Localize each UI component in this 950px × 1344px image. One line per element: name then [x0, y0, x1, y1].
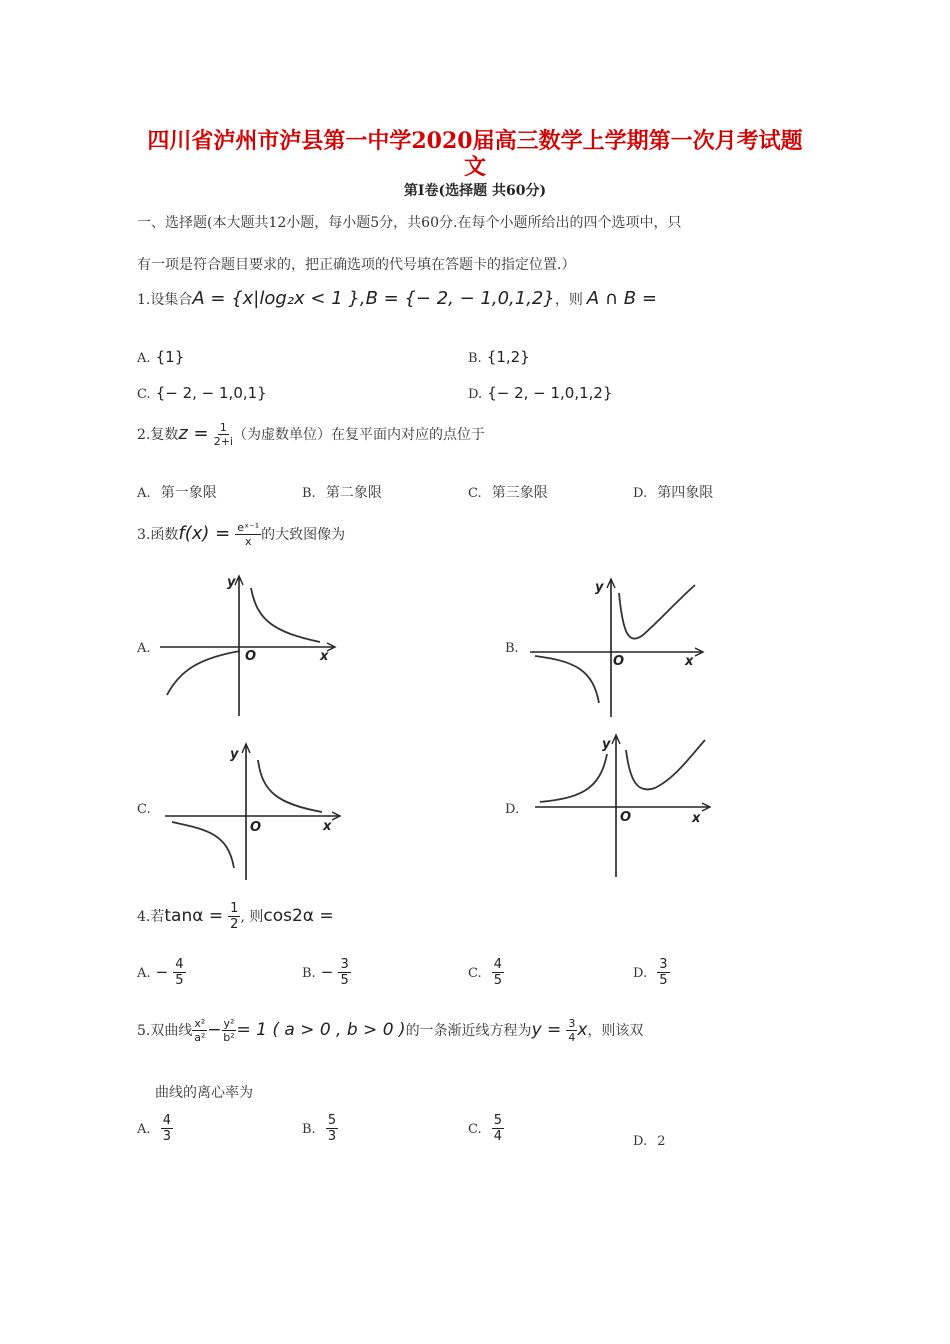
graph-a [155, 570, 345, 720]
q2-option-a [137, 482, 217, 502]
fraction-numerator: 5 [327, 1113, 337, 1128]
q1-set-b: B = {− 2, − 1,0,1,2} [365, 288, 555, 309]
option-value: {1} [155, 348, 185, 366]
q5-option-c [468, 1114, 504, 1143]
origin-label: O [620, 810, 632, 825]
option-label: B. [302, 966, 316, 981]
q5-option-d [633, 1130, 666, 1149]
x-axis-label: x [685, 654, 694, 669]
q3-fraction [235, 522, 261, 547]
option-fraction [492, 958, 504, 987]
q2-suffix: （为虚数单位）在复平面内对应的点位于 [233, 427, 485, 443]
option-fraction [338, 958, 350, 987]
q2-option-b [302, 482, 382, 502]
option-label: A. [137, 966, 151, 981]
question-4 [137, 902, 334, 931]
option-label: D. [633, 486, 648, 501]
fraction-denominator: 2 [230, 917, 239, 932]
fraction-numerator: 1 [219, 421, 227, 434]
q4-expr: cos2α = [263, 906, 334, 926]
fraction-denominator: x [244, 535, 252, 548]
q3-lhs: f(x) = [178, 523, 231, 544]
section-heading: 第Ⅰ卷(选择题 共60分) [403, 183, 547, 199]
graph-d-label: D. [505, 802, 520, 817]
graph-a-label: A. [137, 641, 151, 656]
option-sign: − [155, 963, 169, 981]
option-label: A. [137, 486, 151, 501]
q1-comma: , [359, 288, 366, 309]
option-value: 第二象限 [325, 485, 382, 501]
option-fraction [326, 1114, 338, 1143]
y-axis-label: y [230, 747, 239, 762]
fraction-denominator: 2+i [213, 435, 233, 448]
instructions-line2: 有一项是符合题目要求的，把正确选项的代号填在答题卡的指定位置.） [137, 257, 576, 273]
fraction-denominator: 4 [493, 1129, 503, 1144]
x-axis-label: x [320, 649, 329, 664]
q4-fraction [228, 902, 240, 931]
fraction-numerator: 3 [568, 1017, 576, 1030]
q5-prefix: 5.双曲线 [137, 1023, 193, 1039]
origin-label: O [245, 649, 257, 664]
fraction-denominator: 3 [327, 1129, 337, 1144]
q2-option-c [468, 482, 548, 502]
option-label: A. [137, 1122, 151, 1137]
fraction-denominator: a² [194, 1031, 206, 1044]
option-label: C. [137, 387, 151, 402]
graph-c-label: C. [137, 802, 151, 817]
option-label: C. [468, 486, 482, 501]
curve-left-branch [540, 754, 607, 802]
graph-c [160, 740, 350, 885]
q2-lhs: z = [178, 423, 209, 444]
option-fraction [492, 1114, 504, 1143]
q5-minus: − [207, 1020, 222, 1040]
curve-right-branch [619, 585, 695, 639]
option-fraction [173, 958, 185, 987]
option-label: D. [468, 387, 483, 402]
fraction-numerator: 3 [659, 957, 668, 972]
q4-option-a [137, 958, 186, 987]
y-axis-label: y [602, 737, 611, 752]
option-label: D. [633, 1134, 648, 1149]
q1-expr: A ∩ B = [586, 288, 657, 309]
curve-left-branch [167, 651, 240, 695]
q4-option-b [302, 958, 351, 987]
q5-asym-x: x [577, 1020, 588, 1040]
question-1 [137, 288, 657, 309]
question-3 [137, 522, 345, 547]
origin-label: O [613, 654, 625, 669]
fraction-denominator: 5 [659, 973, 668, 988]
graph-b-label: B. [505, 641, 519, 656]
origin-label: O [250, 820, 262, 835]
option-label: A. [137, 351, 151, 366]
option-label: B. [468, 351, 482, 366]
option-label: B. [302, 1122, 316, 1137]
option-value: {1,2} [486, 348, 530, 366]
fraction-numerator: eˣ⁻¹ [237, 521, 260, 534]
q2-fraction [214, 422, 233, 447]
option-label: B. [302, 486, 316, 501]
fraction-numerator: 1 [230, 901, 239, 916]
fraction-numerator: 4 [493, 957, 503, 972]
fraction-numerator: 5 [493, 1113, 503, 1128]
q3-suffix: 的大致图像为 [261, 527, 346, 543]
q4-option-c [468, 958, 504, 987]
q5-asym-lhs: y = [531, 1020, 562, 1040]
question-2 [137, 422, 485, 447]
question-5 [137, 1018, 643, 1043]
x-axis-label: x [323, 819, 332, 834]
option-value: {− 2, − 1,0,1} [155, 384, 267, 402]
graph-b [525, 575, 715, 720]
q5-fraction-x [192, 1018, 207, 1043]
curve-right-branch [258, 760, 322, 812]
fraction-numerator: y² [223, 1017, 235, 1030]
q1-option-b [468, 347, 530, 366]
x-axis-label: x [692, 811, 701, 826]
q4-option-d [633, 958, 670, 987]
fraction-numerator: 3 [340, 957, 349, 972]
fraction-denominator: 5 [340, 973, 349, 988]
q4-then: , 则 [240, 909, 264, 925]
option-fraction [657, 958, 669, 987]
curve-left-branch [172, 822, 234, 868]
option-value: 第一象限 [160, 485, 217, 501]
curve-right-branch [626, 740, 705, 789]
q3-prefix: 3.函数 [137, 527, 179, 543]
q2-prefix: 2.复数 [137, 427, 179, 443]
q1-prefix: 1.设集合 [137, 292, 193, 308]
q1-option-a [137, 347, 184, 366]
page-title: 四川省泸州市泸县第一中学2020届高三数学上学期第一次月考试题 [147, 128, 803, 154]
q1-set-a: A = {x|log₂x < 1 } [192, 288, 360, 309]
fraction-denominator: 5 [175, 973, 184, 988]
option-label: D. [633, 966, 648, 981]
option-value: 2 [657, 1134, 666, 1149]
q5-option-b [302, 1114, 338, 1143]
q2-option-d [633, 482, 713, 502]
fraction-numerator: 4 [162, 1113, 171, 1128]
fraction-denominator: 4 [568, 1031, 576, 1044]
graph-d [530, 732, 720, 880]
fraction-denominator: 3 [162, 1129, 171, 1144]
y-axis-label: y [227, 575, 236, 590]
q5-fraction-y [222, 1018, 237, 1043]
q5-asym-fraction [566, 1018, 577, 1043]
q5-mid: 的一条渐近线方程为 [405, 1023, 532, 1039]
q5-option-a [137, 1114, 173, 1143]
fraction-numerator: x² [194, 1017, 206, 1030]
option-sign: − [320, 963, 334, 981]
q4-lhs: tanα = [164, 906, 224, 926]
curve-left-branch [535, 656, 599, 703]
page-title-line2: 文 [463, 154, 486, 180]
q5-suffix: ，则该双 [587, 1023, 644, 1039]
y-axis-label: y [595, 580, 604, 595]
fraction-denominator: 5 [493, 973, 503, 988]
option-label: C. [468, 966, 482, 981]
curve-right-branch [251, 588, 320, 642]
option-label: C. [468, 1122, 482, 1137]
q4-prefix: 4.若 [137, 909, 165, 925]
q5-line2: 曲线的离心率为 [155, 1085, 253, 1101]
q5-rhs: = 1 ( a > 0 , b > 0 ) [236, 1020, 406, 1040]
q1-option-d [468, 383, 613, 402]
option-value: 第三象限 [491, 485, 548, 501]
fraction-denominator: b² [223, 1031, 235, 1044]
fraction-numerator: 4 [175, 957, 184, 972]
instructions-line1: 一、选择题(本大题共12小题，每小题5分，共60分.在每个小题所给出的四个选项中，只 [137, 215, 682, 231]
q1-then: ，则 [554, 292, 583, 308]
option-value: 第四象限 [657, 485, 714, 501]
option-value: {− 2, − 1,0,1,2} [487, 384, 613, 402]
option-fraction [161, 1114, 173, 1143]
q1-option-c [137, 383, 267, 402]
